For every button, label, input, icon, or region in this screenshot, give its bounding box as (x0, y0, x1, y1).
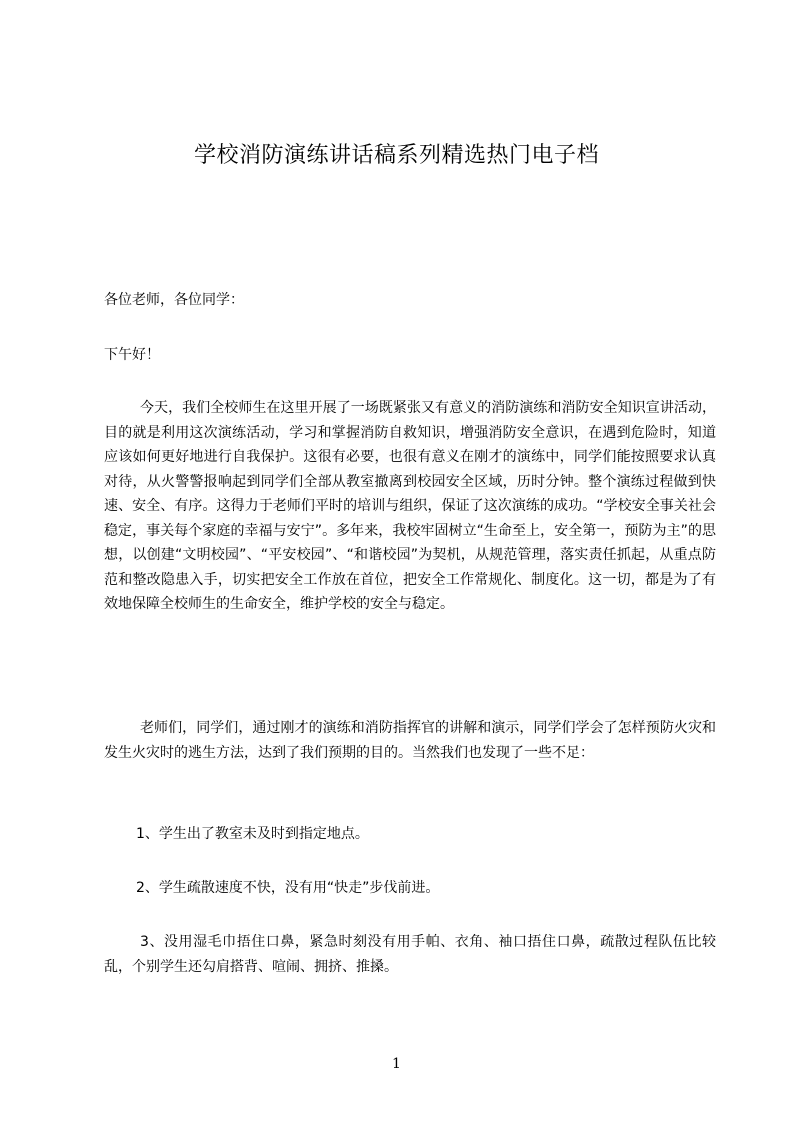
body-paragraph: 老师们，同学们，通过刚才的演练和消防指挥官的讲解和演示，同学们学会了怎样预防火灾和发生火灾时的逃生方法，达到了我们预期的目的。当然我们也发现了一些不足： (104, 720, 716, 761)
issue-item: 1、学生出了教室未及时到指定地点。 (136, 826, 369, 842)
issue-item: 2、学生疏散速度不快，没有用“快走”步伐前进。 (136, 880, 440, 896)
document-title: 学校消防演练讲话稿系列精选热门电子档 (193, 143, 599, 168)
salutation: 各位老师，各位同学： (104, 292, 244, 308)
greeting: 下午好！ (104, 347, 160, 363)
body-paragraph: 今天，我们全校师生在这里开展了一场既紧张又有意义的消防演练和消防安全知识宣讲活动，目的就是利用这次演练活动，学习和掌握消防自救知识，增强消防安全意识，在遇到危险时，知道应该如何更好地进行自我保护。这很有必要，也很有意义在刚才的演练中，同学们能按照要求认真对待，从火警警报响起到同学们全部从教室撤离到校园安全区域，历时分钟。整个演练过程做到快速、安全、有序。这得力于老师们平时的培训与组织，保证了这次演练的成功。“学校安全事关社会稳定，事关每个家庭的幸福与安宁”。多年来，我校牢固树立“生命至上，安全第一，预防为主”的思想，以创建“文明校园”、“平安校园”、“和谐校园”为契机，从规范管理，落实责任抓起，从重点防范和整改隐患入手，切实把安全工作放在首位，把安全工作常规化、制度化。这一切，都是为了有效地保障全校师生的生命安全，维护学校的安全与稳定。 (104, 400, 716, 612)
page-number: 1 (392, 1056, 401, 1072)
issue-item: 3、没用湿毛巾捂住口鼻，紧急时刻没有用手帕、衣角、袖口捂住口鼻，疏散过程队伍比较乱，个别学生还勾肩搭背、喧闹、拥挤、推搡。 (104, 934, 716, 975)
